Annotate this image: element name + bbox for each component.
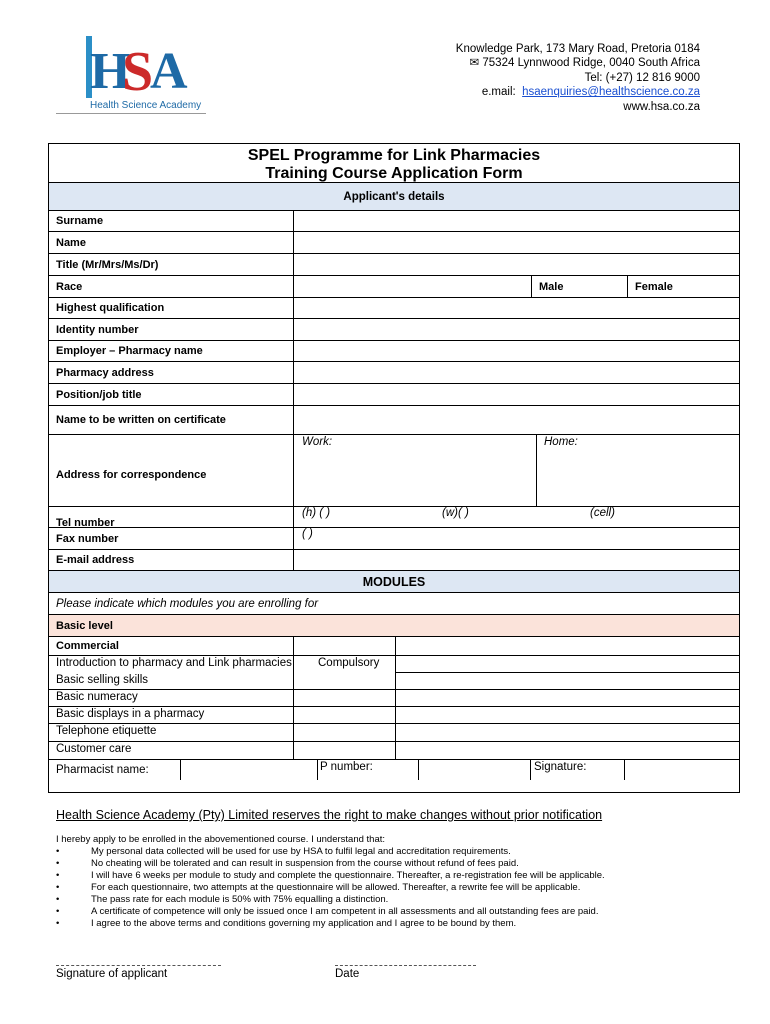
pharmacist-row [49, 759, 739, 780]
svg-text:S: S [122, 41, 154, 103]
certificate-name-input[interactable] [293, 406, 739, 434]
race-row [49, 276, 739, 298]
certificate-name-label: Name to be written on certificate [56, 414, 226, 426]
fax-row [49, 528, 739, 550]
tel-work-hint: (w)( ) [442, 507, 469, 519]
pharmacy-address-input[interactable] [293, 362, 739, 383]
logo-subtitle: Health Science Academy [90, 100, 202, 111]
contact-address [456, 42, 700, 114]
envelope-icon: ✉ [469, 57, 480, 70]
surname-label: Surname [56, 215, 104, 227]
module-item: Introduction to pharmacy and Link pharmacies [56, 657, 292, 669]
module-item: Telephone etiquette [56, 725, 157, 737]
identity-label: Identity number [56, 323, 139, 336]
identity-input[interactable] [293, 319, 739, 340]
applicant-signature-line[interactable] [56, 965, 221, 966]
pharmacist-name-input[interactable] [180, 760, 317, 780]
address-line2: ✉ 75324 Lynnwood Ridge, 0040 South Africa [469, 57, 700, 70]
work-address-input[interactable] [293, 435, 536, 506]
home-address-input[interactable] [536, 435, 739, 506]
title-label: Title (Mr/Mrs/Ms/Dr) [56, 258, 159, 271]
qualification-label: Highest qualification [56, 302, 165, 314]
male-option[interactable]: Male [539, 280, 564, 293]
address-tel: Tel: (+27) 12 816 9000 [584, 71, 700, 84]
position-input[interactable] [293, 384, 739, 405]
applicant-signature-label: Signature of applicant [56, 968, 168, 980]
form-subtitle: Training Course Application Form [265, 165, 523, 182]
pharmacy-address-row [49, 362, 739, 384]
position-label: Position/job title [56, 388, 142, 401]
title-input[interactable] [293, 254, 739, 275]
module-item: Customer care [56, 743, 132, 755]
position-row [49, 384, 739, 406]
race-label: Race [56, 280, 83, 293]
tel-row [49, 507, 739, 528]
tel-input[interactable] [293, 507, 739, 527]
module-item: Basic displays in a pharmacy [56, 708, 205, 720]
fax-input[interactable] [293, 528, 739, 549]
term-item: • My personal data collected will be used for use by HSA to fulfil legal and accreditation requirements. [56, 846, 746, 858]
applicant-header-row [49, 183, 739, 211]
term-item: • I agree to the above terms and conditions governing my application and I agree to be bound by them. [56, 918, 746, 930]
svg-text:H: H [90, 43, 131, 100]
tel-label: Tel number [56, 517, 115, 529]
form-title-row [49, 144, 739, 183]
notice-text: Health Science Academy (Pty) Limited reserves the right to make changes without prior notification [56, 808, 603, 822]
name-input[interactable] [293, 232, 739, 253]
p-number-input[interactable] [418, 760, 530, 780]
qualification-input[interactable] [293, 298, 739, 318]
applicant-header: Applicant's details [343, 191, 445, 203]
modules-header: MODULES [362, 575, 426, 589]
module-item: Basic selling skills [56, 674, 149, 686]
application-form [48, 143, 740, 793]
date-line[interactable] [335, 965, 476, 966]
compulsory-label: Compulsory [318, 657, 380, 669]
employer-label: Employer – Pharmacy name [56, 345, 203, 357]
term-item: • No cheating will be tolerated and can result in suspension from the course without refund of fees paid. [56, 858, 746, 870]
svg-text:A: A [150, 43, 188, 100]
address-website[interactable]: www.hsa.co.za [623, 100, 700, 113]
pharmacist-name-label: Pharmacist name: [56, 764, 149, 776]
identity-row [49, 319, 739, 341]
signature-input[interactable] [624, 760, 739, 780]
home-hint: Home: [544, 436, 578, 448]
tel-cell-hint: (cell) [590, 507, 615, 519]
signature-label: Signature: [534, 761, 587, 773]
intro-text: I hereby apply to be enrolled in the abovementioned course. I understand that: [56, 834, 386, 845]
module-item: Basic numeracy [56, 691, 138, 703]
surname-input[interactable] [293, 211, 739, 231]
surname-row [49, 211, 739, 232]
modules-note: Please indicate which modules you are enrolling for [56, 598, 319, 610]
name-row [49, 232, 739, 254]
pharmacy-address-label: Pharmacy address [56, 366, 154, 379]
email-row [49, 550, 739, 571]
terms-list [56, 846, 746, 930]
address-email: e.mail: hsaenquiries@healthscience.co.za [481, 86, 700, 99]
term-item: • For each questionnaire, two attempts at the questionnaire will be allowed. Thereafter, a rewrite fee will be applicable. [56, 882, 746, 894]
race-input[interactable] [293, 276, 531, 297]
p-number-label: P number: [320, 761, 373, 773]
correspondence-row [49, 435, 739, 507]
basic-level-label: Basic level [56, 619, 113, 632]
date-label: Date [335, 968, 360, 980]
email-label: E-mail address [56, 554, 135, 566]
modules-block [49, 637, 739, 759]
work-hint: Work: [302, 436, 333, 448]
title-row [49, 254, 739, 276]
employer-row [49, 341, 739, 362]
email-input[interactable] [293, 550, 739, 570]
form-title: SPEL Programme for Link Pharmacies [247, 147, 541, 164]
term-item: • The pass rate for each module is 50% with 75% equalling a distinction. [56, 894, 746, 906]
fax-hint: ( ) [302, 528, 313, 540]
address-line1: Knowledge Park, 173 Mary Road, Pretoria 0184 [455, 43, 700, 55]
modules-note-row [49, 593, 739, 615]
term-item: • A certificate of competence will only be issued once I am competent in all assessments and all outstanding fees are paid. [56, 906, 746, 918]
basic-level-row [49, 615, 739, 637]
female-option[interactable]: Female [635, 280, 673, 293]
certificate-name-row [49, 406, 739, 435]
logo-divider [56, 113, 206, 114]
hsa-logo [56, 28, 206, 116]
tel-home-hint: (h) ( ) [302, 507, 331, 519]
modules-header-row [49, 571, 739, 593]
qualification-row [49, 298, 739, 319]
correspondence-label: Address for correspondence [56, 468, 207, 481]
name-label: Name [56, 236, 86, 249]
term-item: • I will have 6 weeks per module to study and complete the questionnaire. Thereafter, a re-registration fee will be applicable. [56, 870, 746, 882]
employer-input[interactable] [293, 341, 739, 361]
fax-label: Fax number [56, 532, 119, 545]
commercial-label: Commercial [56, 640, 119, 652]
email-link[interactable]: hsaenquiries@healthscience.co.za [522, 86, 700, 99]
